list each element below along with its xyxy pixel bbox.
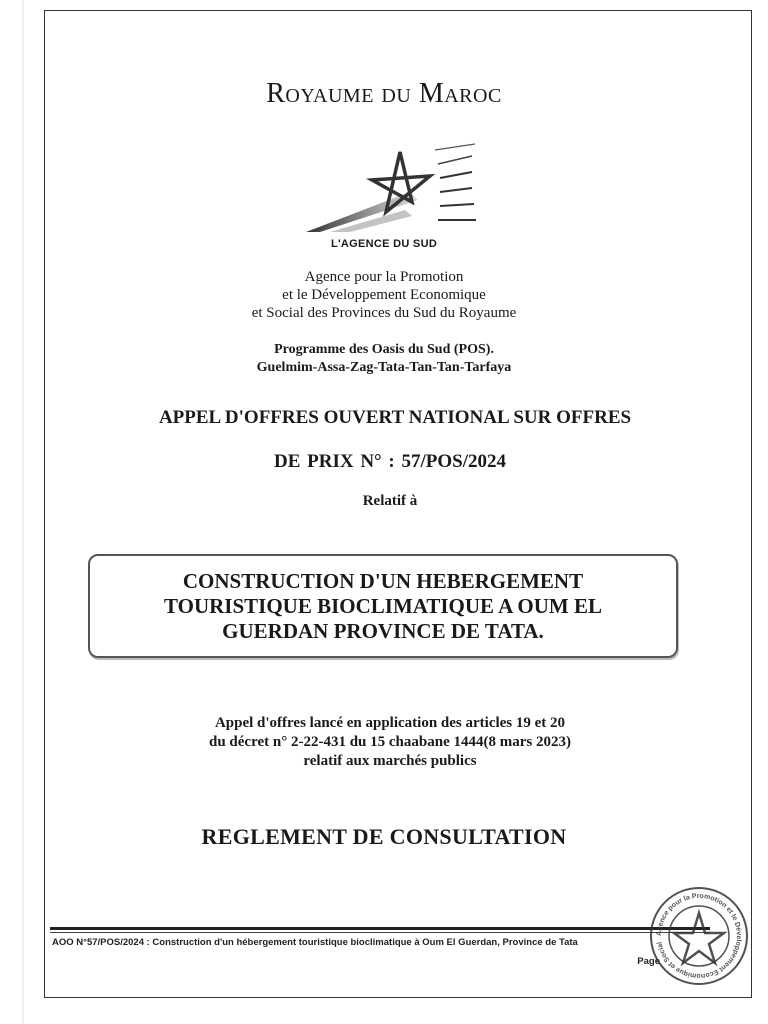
- program-line: Programme des Oasis du Sud (POS).: [274, 342, 494, 357]
- star-logo-icon: [300, 140, 490, 240]
- subject-text: [144, 569, 622, 644]
- agency-line: Agence pour la Promotion: [304, 269, 464, 285]
- agency-line: et Social des Provinces du Sud du Royaume: [251, 305, 517, 321]
- legal-line: relatif aux marchés publics: [303, 753, 477, 769]
- scan-edge: [22, 0, 24, 1024]
- program-name: [0, 341, 768, 377]
- subject-line: CONSTRUCTION D'UN HEBERGEMENT: [182, 568, 584, 593]
- legal-basis: [0, 714, 768, 771]
- document-title: REGLEMENT DE CONSULTATION: [201, 824, 567, 849]
- subject-box: [88, 554, 678, 658]
- agency-name: [0, 268, 768, 322]
- legal-line: Appel d'offres lancé en application des articles 19 et 20: [214, 715, 566, 731]
- tender-number: DE PRIX N° : 57/POS/2024: [274, 451, 506, 472]
- subject-line: TOURISTIQUE BIOCLIMATIQUE A OUM EL: [164, 593, 602, 618]
- footer-rule-thin: [50, 932, 710, 933]
- footer-rule: [50, 927, 710, 930]
- kingdom-heading: Royaume du Maroc: [266, 78, 502, 109]
- footer-page: Page: [637, 956, 660, 967]
- footer-reference: AOO N°57/POS/2024 : Construction d'un hébergement touristique bioclimatique à Oum El Guerdan, Province de Tata: [52, 937, 578, 948]
- logo-caption: L'AGENCE DU SUD: [330, 238, 438, 250]
- subject-line: GUERDAN PROVINCE DE TATA.: [222, 618, 544, 643]
- relatif-label: Relatif à: [362, 493, 418, 509]
- tender-title: APPEL D'OFFRES OUVERT NATIONAL SUR OFFRES: [158, 407, 632, 428]
- program-line: Guelmim-Assa-Zag-Tata-Tan-Tan-Tarfaya: [256, 360, 512, 375]
- official-stamp-icon: [648, 885, 750, 987]
- agency-line: et le Développement Economique: [282, 287, 486, 303]
- stamp-ring-text: Agence pour la Promotion et le Développement Economique et Social: [655, 892, 743, 980]
- legal-line: du décret n° 2-22-431 du 15 chaabane 1444(8 mars 2023): [209, 734, 571, 750]
